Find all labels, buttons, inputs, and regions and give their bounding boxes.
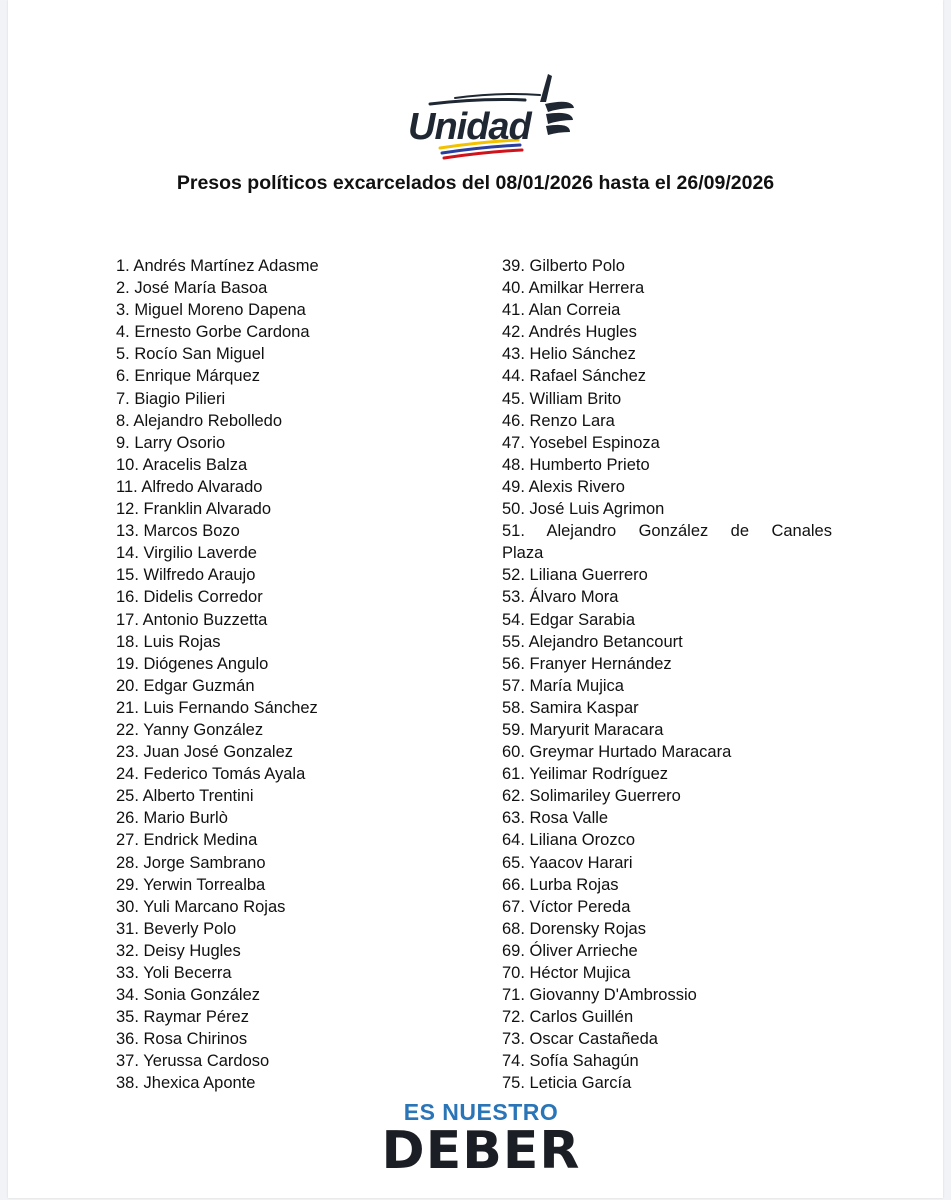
- list-item: 17. Antonio Buzzetta: [116, 610, 268, 629]
- list-item: 68. Dorensky Rojas: [502, 919, 646, 938]
- list-item: 7. Biagio Pilieri: [116, 389, 226, 408]
- list-item: 31. Beverly Polo: [116, 919, 237, 938]
- list-item: 5. Rocío San Miguel: [116, 345, 265, 364]
- document-page: [8, 0, 943, 1198]
- list-item: 74. Sofía Sahagún: [502, 1052, 639, 1071]
- list-item: Plaza: [502, 544, 544, 563]
- list-item: 51. Alejandro González de Canales: [502, 522, 832, 541]
- list-item: 42. Andrés Hugles: [502, 323, 637, 342]
- list-item: 8. Alejandro Rebolledo: [116, 411, 283, 430]
- list-item: 54. Edgar Sarabia: [502, 610, 636, 629]
- list-item: 44. Rafael Sánchez: [502, 367, 647, 386]
- list-item: 72. Carlos Guillén: [502, 1008, 634, 1027]
- list-item: 40. Amilkar Herrera: [502, 279, 645, 298]
- list-item: 4. Ernesto Gorbe Cardona: [116, 323, 310, 342]
- list-item: 33. Yoli Becerra: [116, 964, 232, 982]
- prisoner-list-right: [502, 255, 832, 1095]
- list-item: 16. Didelis Corredor: [116, 588, 263, 607]
- list-item: 6. Enrique Márquez: [116, 367, 260, 386]
- list-item: 70. Héctor Mujica: [502, 964, 631, 982]
- list-item: 28. Jorge Sambrano: [116, 853, 266, 872]
- unidad-logo: [400, 68, 590, 168]
- list-item: 47. Yosebel Espinoza: [502, 433, 660, 452]
- list-item: 56. Franyer Hernández: [502, 654, 672, 673]
- list-item: 71. Giovanny D'Ambrossio: [502, 986, 697, 1005]
- list-item: 15. Wilfredo Araujo: [116, 566, 256, 585]
- list-item: 21. Luis Fernando Sánchez: [116, 698, 318, 717]
- list-item: 36. Rosa Chirinos: [116, 1030, 248, 1049]
- list-item: 61. Yeilimar Rodríguez: [502, 765, 669, 784]
- page-title: Presos políticos excarcelados del 08/01/2026 hasta el 26/09/2026: [176, 172, 775, 194]
- list-item: 48. Humberto Prieto: [502, 455, 650, 474]
- list-item: 55. Alejandro Betancourt: [502, 632, 683, 651]
- list-item: 38. Jhexica Aponte: [116, 1074, 256, 1093]
- list-item: 49. Alexis Rivero: [502, 477, 625, 496]
- campaign-slogan: [376, 1100, 586, 1180]
- list-item: 14. Virgilio Laverde: [116, 544, 257, 563]
- list-item: 58. Samira Kaspar: [502, 698, 639, 717]
- list-item: 29. Yerwin Torrealba: [116, 875, 266, 894]
- list-item: 35. Raymar Pérez: [116, 1008, 249, 1027]
- list-item: 34. Sonia González: [116, 986, 261, 1005]
- list-item: 69. Óliver Arrieche: [502, 941, 638, 960]
- list-item: 59. Maryurit Maracara: [502, 720, 664, 739]
- list-item: 18. Luis Rojas: [116, 632, 221, 651]
- list-item: 24. Federico Tomás Ayala: [116, 765, 306, 784]
- list-item: 39. Gilberto Polo: [502, 257, 625, 275]
- list-item: 2. José María Basoa: [116, 279, 268, 298]
- logo-text: Unidad: [408, 106, 531, 148]
- list-item: 32. Deisy Hugles: [116, 941, 241, 960]
- list-item: 53. Álvaro Mora: [502, 588, 619, 607]
- list-item: 75. Leticia García: [502, 1074, 632, 1093]
- list-item: 23. Juan José Gonzalez: [116, 743, 294, 762]
- prisoner-list-left: [116, 255, 476, 1095]
- list-item: 65. Yaacov Harari: [502, 853, 633, 872]
- slogan-line-2: DEBER: [381, 1121, 581, 1181]
- list-item: 62. Solimariley Guerrero: [502, 787, 681, 806]
- list-item: 45. William Brito: [502, 389, 622, 408]
- list-item: 52. Liliana Guerrero: [502, 566, 648, 585]
- list-item: 67. Víctor Pereda: [502, 897, 631, 916]
- list-item: 57. María Mujica: [502, 676, 624, 695]
- list-item: 41. Alan Correia: [502, 301, 621, 320]
- list-item: 19. Diógenes Angulo: [116, 654, 269, 673]
- list-item: 22. Yanny González: [116, 720, 264, 739]
- list-item: 12. Franklin Alvarado: [116, 500, 272, 519]
- list-item: 1. Andrés Martínez Adasme: [116, 257, 319, 275]
- list-item: 11. Alfredo Alvarado: [116, 477, 263, 496]
- list-item: 13. Marcos Bozo: [116, 522, 240, 541]
- list-item: 37. Yerussa Cardoso: [116, 1052, 270, 1071]
- list-item: 73. Oscar Castañeda: [502, 1030, 658, 1049]
- list-item: 27. Endrick Medina: [116, 831, 258, 850]
- list-item: 60. Greymar Hurtado Maracara: [502, 743, 732, 762]
- list-item: 25. Alberto Trentini: [116, 787, 254, 806]
- list-item: 50. José Luis Agrimon: [502, 500, 665, 519]
- list-item: 3. Miguel Moreno Dapena: [116, 301, 306, 320]
- list-item: 66. Lurba Rojas: [502, 875, 619, 894]
- list-item: 10. Aracelis Balza: [116, 455, 248, 474]
- list-item: 46. Renzo Lara: [502, 411, 615, 430]
- list-item: 26. Mario Burlò: [116, 809, 228, 828]
- slogan-line-1: ES NUESTRO: [403, 1099, 559, 1125]
- list-item: 20. Edgar Guzmán: [116, 676, 255, 695]
- list-item: 63. Rosa Valle: [502, 809, 609, 828]
- list-item: 43. Helio Sánchez: [502, 345, 636, 364]
- list-item: 30. Yuli Marcano Rojas: [116, 897, 286, 916]
- list-item: 64. Liliana Orozco: [502, 831, 635, 850]
- list-item: 9. Larry Osorio: [116, 433, 226, 452]
